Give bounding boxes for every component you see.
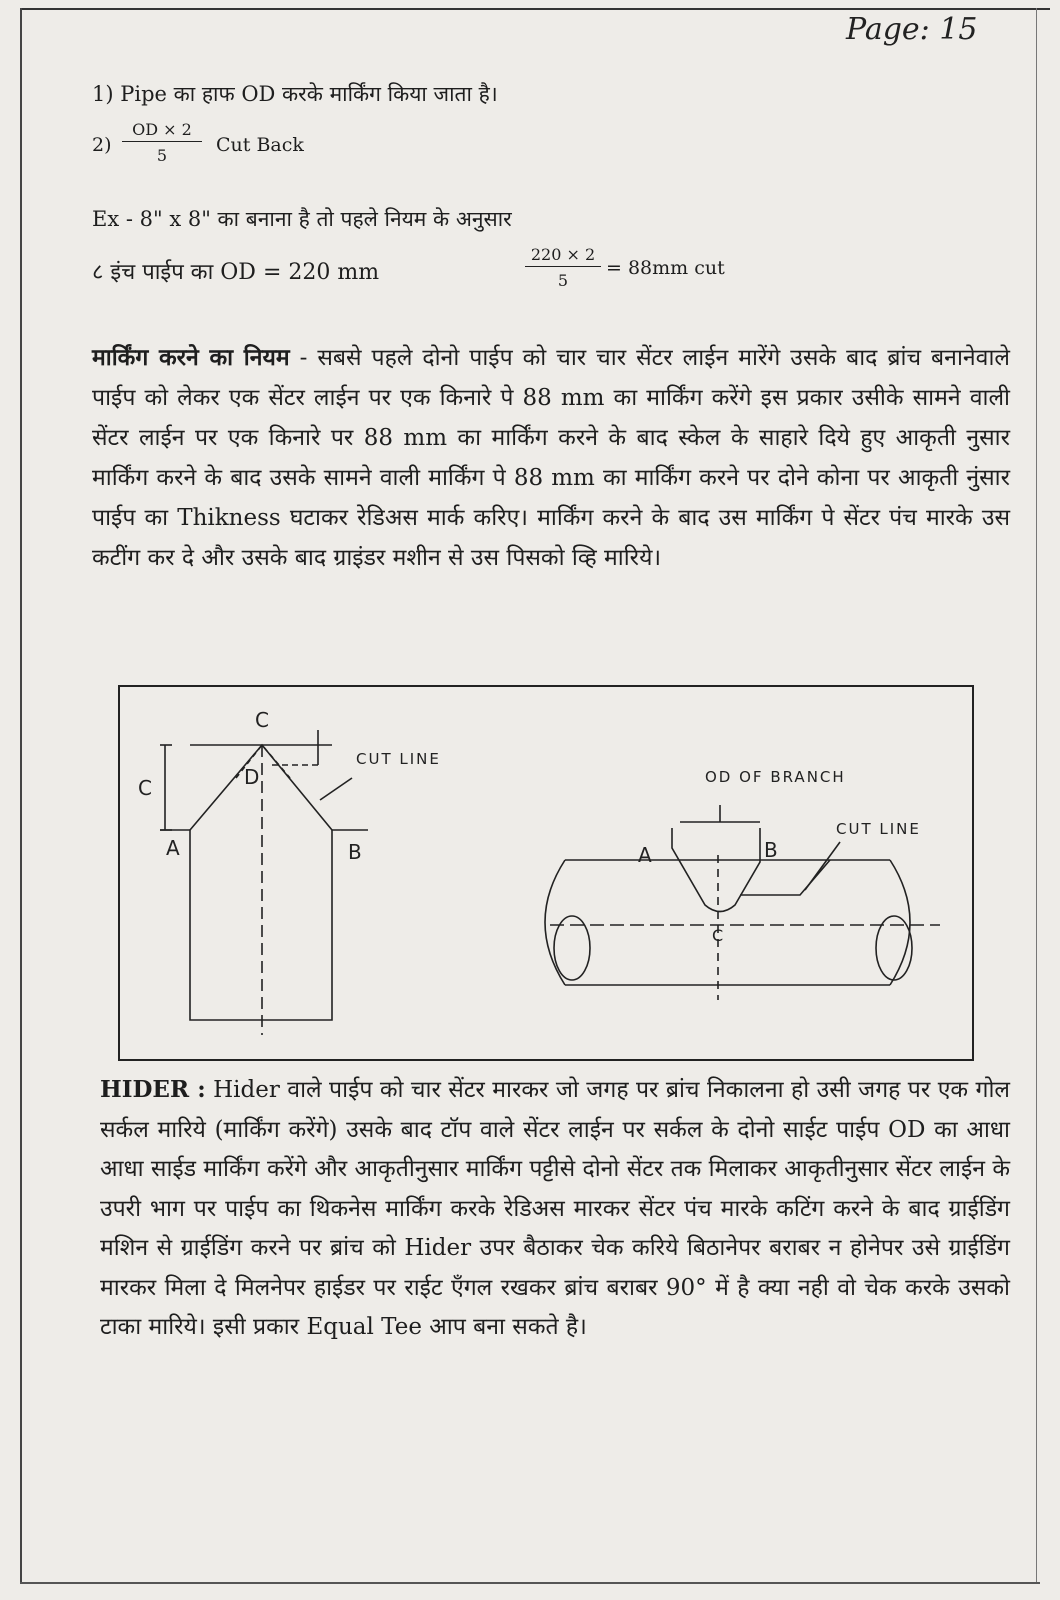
example-line-1: Ex - 8" x 8" का बनाना है तो पहले नियम के अनुसार xyxy=(92,207,512,231)
diagram-label-a-left: A xyxy=(166,836,180,860)
diagram-label-od-of-branch: OD OF BRANCH xyxy=(705,768,846,786)
diagram-label-b-right: B xyxy=(764,838,778,862)
hider-heading: HIDER : xyxy=(100,1076,206,1103)
diagram-label-a-right: A xyxy=(638,843,652,867)
example-denominator: 5 xyxy=(557,271,569,290)
page-number: Page: 15 xyxy=(846,12,978,47)
diagram-label-c-side: C xyxy=(138,776,152,800)
hider-paragraph xyxy=(100,1070,1010,1348)
marking-rule-text: - सबसे पहले दोनो पाईप को चार चार सेंटर लाईन मारेंगे उसके बाद ब्रांच बनानेवाले पाईप को लेकर एक सेंटर लाईन पर एक किनारे पे 88 mm का मार्किंग करेंगे इस प्रकार उसीके सामने वाली सेंटर लाईन पर एक किनारे पर 88 mm का मार्किंग करने के बाद स्केल के साहारे दिये हुए आकृती नुसार मार्किंग करने के बाद उसके सामने वाली मार्किंग पे 88 mm का मार्किंग करने पर दोने कोना पर आकृती नुंसार पाईप का Thikness घटाकर रेडिअस मार्क करिए। मार्किंग करने के बाद उस मार्किंग पे सेंटर पंच मारके उस कटींग कर दे और उसके बाद ग्राइंडर मशीन से उस पिसको व्हि मारिये। xyxy=(92,345,1010,571)
marking-rule-heading: मार्किंग करने का नियम xyxy=(92,344,290,371)
example-numerator: 220 × 2 xyxy=(525,245,601,267)
diagram-label-cut-line-left: CUT LINE xyxy=(356,750,441,768)
diagram-label-c-right: C xyxy=(712,926,724,945)
rule-2-denominator: 5 xyxy=(156,146,168,165)
diagram-label-d: D xyxy=(244,765,260,789)
cut-line-path xyxy=(740,860,830,895)
rule-2-suffix: Cut Back xyxy=(216,134,304,156)
diagram-label-cut-line-right: CUT LINE xyxy=(836,820,921,838)
branch-opening-profile xyxy=(672,828,760,912)
cut-back-profile xyxy=(190,745,332,830)
diagram-label-c-top: C xyxy=(255,708,269,732)
header-right-end xyxy=(890,860,910,985)
branch-pipe-outline xyxy=(190,830,332,1020)
rule-1: 1) Pipe का हाफ OD करके मार्किंग किया जाता है। xyxy=(92,82,498,106)
cut-line-leader-left xyxy=(320,778,352,800)
example-result: = 88mm cut xyxy=(606,257,725,279)
example-line-2: ८ इंच पाईप का OD = 220 mm xyxy=(92,260,380,285)
cut-line-leader-right xyxy=(805,842,840,890)
rule-2-prefix: 2) xyxy=(92,134,112,156)
rule-2-numerator: OD × 2 xyxy=(122,120,202,142)
hider-text: Hider वाले पाईप को चार सेंटर मारकर जो जगह पर ब्रांच निकालना हो उसी जगह पर एक गोल सर्कल मारिये (मार्किंग करेंगे) उसके बाद टॉप वाले सेंटर लाईन पर सर्कल के दोनो साईट पाईप OD का आधा आधा साईड मार्किंग करेंगे और आकृतीनुसार मार्किंग पट्टीसे दोनो सेंटर तक मिलाकर आकृतीनुसार सेंटर लाईन के उपरी भाग पर पाईप का थिकनेस मार्किंग करके रेडिअस मारकर सेंटर पंच मारके कटिंग करने के बाद ग्राईडिंग मशिन से ग्राईडिंग करने पर ब्रांच को Hider उपर बैठाकर चेक करिये बिठानेपर बराबर न होनेपर उसे ग्राईडिंग मारकर मिला दे मिलनेपर हाईडर पर राईट एँगल रखकर ब्रांच बराबर 90° में है क्या नही वो चेक करके उसको टाका मारिये। इसी प्रकार Equal Tee आप बना सकते है। xyxy=(100,1077,1011,1340)
diagram-label-b-left: B xyxy=(348,840,362,864)
